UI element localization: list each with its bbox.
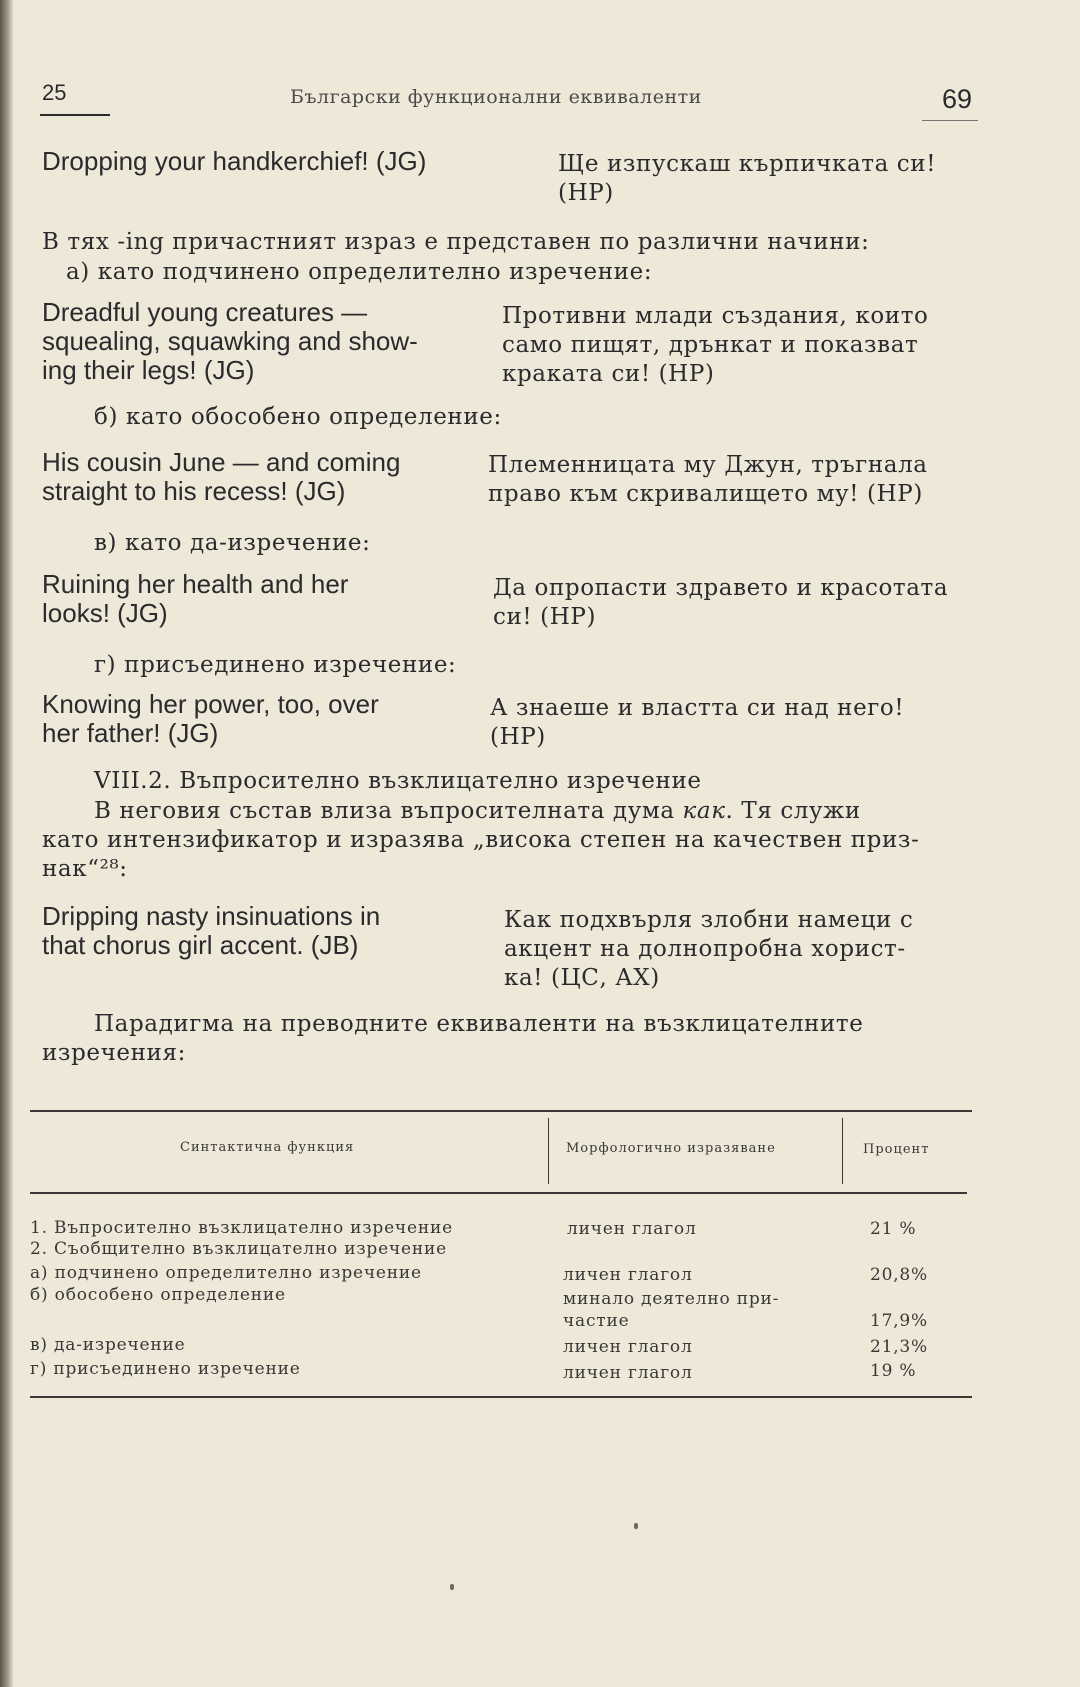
table-cell-morphology: личен глагол [563, 1265, 693, 1285]
table-cell-function: 1. Въпросително възклицателно изречение [30, 1218, 453, 1238]
page-number: 69 [942, 84, 973, 114]
intro-paragraph: В тях -ing причастният израз е представен по различни начини: [42, 229, 870, 255]
table-cell-morphology: минало деятелно при- частие [563, 1289, 780, 1331]
example-english: Knowing her power, too, over her father! (JG) [42, 689, 379, 748]
example-bulgarian: Племенницата му Джун, тръгнала право към скривалището му! (НР) [488, 452, 928, 507]
table-column-divider [548, 1118, 549, 1184]
table-cell-morphology: личен глагол [563, 1337, 693, 1357]
table-cell-function: б) обособено определение [30, 1285, 286, 1305]
example-bulgarian: Ще изпускаш кърпичката си! (НР) [558, 151, 937, 206]
example-english: Dropping your handkerchief! (JG) [42, 146, 427, 176]
item-g-heading: г) присъединено изречение: [94, 652, 457, 678]
table-cell-percent: 19 % [870, 1361, 917, 1381]
table-cell-function: а) подчинено определително изречение [30, 1263, 422, 1283]
section-heading: VIII.2. Въпросително възклицателно изречение [94, 768, 702, 794]
print-speck [634, 1523, 638, 1529]
running-title: Български функционални еквиваленти [290, 86, 702, 108]
table-header-percent: Процент [863, 1142, 930, 1157]
table-cell-percent: 20,8% [870, 1265, 929, 1285]
table-cell-function: 2. Съобщително възклицателно изречение [30, 1239, 447, 1259]
example-bulgarian: Да опропасти здравето и красотата си! (НР) [493, 575, 949, 630]
signature-rule [40, 114, 110, 116]
table-cell-percent: 21 % [870, 1219, 917, 1239]
table-header-morphology: Морфологично изразяване [566, 1141, 776, 1156]
example-english: Dripping nasty insinuations in that chorus girl accent. (JB) [42, 901, 381, 960]
table-top-rule [30, 1110, 972, 1112]
table-cell-function: г) присъединено изречение [30, 1359, 301, 1379]
item-a-heading: а) като подчинено определително изречение: [66, 259, 653, 285]
example-bulgarian: А знаеше и властта си над него! (НР) [490, 695, 905, 750]
table-header-function: Синтактична функция [180, 1140, 355, 1155]
page-number-rule [922, 120, 978, 121]
table-cell-morphology: личен глагол [567, 1219, 697, 1239]
example-english: Ruining her health and her looks! (JG) [42, 569, 349, 628]
table-cell-function: в) да-изречение [30, 1335, 186, 1355]
table-cell-morphology: личен глагол [563, 1363, 693, 1383]
table-cell-percent: 17,9% [870, 1311, 929, 1331]
table-header-rule [30, 1192, 967, 1194]
item-v-heading: в) като да-изречение: [94, 530, 371, 556]
signature-mark: 25 [42, 80, 67, 105]
print-speck [450, 1584, 454, 1590]
paradigm-paragraph: Парадигма на преводните еквиваленти на възклицателните изречения: [42, 1011, 864, 1066]
example-bulgarian: Противни млади създания, които само пищят, дрънкат и показват краката си! (НР) [502, 303, 929, 387]
table-column-divider [842, 1118, 843, 1184]
section-paragraph-part1: В неговия състав влиза въпросителната дума [94, 798, 683, 824]
example-bulgarian: Как подхвърля злобни намеци с акцент на долнопробна хорист- ка! (ЦС, АХ) [504, 907, 914, 991]
example-english: Dreadful young creatures — squealing, squawking and show- ing their legs! (JG) [42, 297, 418, 385]
example-english: His cousin June — and coming straight to his recess! (JG) [42, 447, 401, 506]
section-paragraph [42, 797, 982, 884]
item-b-heading: б) като обособено определение: [94, 404, 502, 430]
section-paragraph-part2: . Тя служи като интензификатор и изразява „висока степен на качествен приз- нак“²⁸: [42, 798, 920, 882]
section-keyword-kak: как [682, 798, 726, 824]
table-cell-percent: 21,3% [870, 1337, 929, 1357]
table-bottom-rule [30, 1396, 972, 1398]
